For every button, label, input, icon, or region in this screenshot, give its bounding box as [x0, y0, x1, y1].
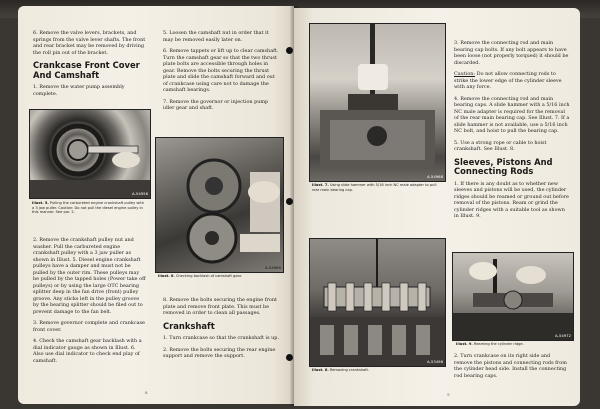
right-column-2 — [454, 40, 570, 225]
paragraph-water-pump: 1. Remove the water pump assembly complete. — [33, 84, 125, 97]
left-page — [18, 6, 294, 404]
caution-label: Caution: — [454, 71, 476, 77]
caution-text: Do not allow connecting rods to strike the lower edge of the cylinder sleeve with any force. — [454, 71, 562, 90]
illust-5-label: Illust. 5. — [32, 201, 49, 205]
heading-crankshaft: Crankshaft — [163, 320, 215, 331]
illust-9-label: Illust. 9. — [456, 342, 473, 346]
left-column-2 — [163, 30, 280, 117]
paragraph-governor-drive: 7. Remove the governor or injection pump idler gear and shaft. — [163, 98, 269, 111]
paragraph-loosen-nut: 5. Loosen the camshaft nut in order that it may be removed easily later on. — [163, 30, 269, 43]
illust-6-label: Illust. 6. — [158, 274, 175, 278]
paragraph-governor: 3. Remove governor complete and crankcase front cover. — [33, 320, 145, 333]
left-column-1 — [33, 30, 146, 102]
illust-9-caption — [456, 342, 572, 347]
paragraph-ridges: 1. If there is any doubt as to whether new sleeves and pistons will be used, the cylinder ridges should be reamed or ground out before removal of the pistons. Ream or grind the cylinder ridges with a suitable tool as shown in Illust. 9. — [454, 180, 569, 220]
right-column-2-lower — [454, 353, 570, 384]
paragraph-backlash: 4. Check the camshaft gear backlash with a dial indicator gauge as shown in Illust. 6. Also use dial indicator to check end play of camshaft. — [33, 338, 142, 364]
heading-sleeves-pistons: Sleeves, Pistons And Connecting Rods — [454, 156, 553, 177]
paragraph-turn-side: 2. Turn crankcase on its right side and remove the pistons and connecting rods from the cylinder head side. Install the connecting rod bearing caps. — [454, 353, 567, 379]
illust-8-label: Illust. 8. — [312, 368, 329, 372]
paragraph-valve-levers: 6. Remove the valve levers, brackets, and springs from the valve lever shafts. The front and rear bracket may be removed by driving the roll pin out of the bracket. — [33, 30, 146, 56]
right-page — [294, 8, 580, 406]
illust-7-label: Illust. 7. — [312, 183, 329, 187]
paragraph-caution — [454, 71, 570, 91]
illust-7-code: A-54968 — [427, 174, 443, 179]
page-number-right: 9 — [447, 392, 450, 397]
left-column-1-lower — [33, 237, 146, 369]
illust-6-caption — [158, 274, 282, 279]
paragraph-hoist: 5. Use a strong rope or cable to hoist crankshaft. See Illust. 8. — [454, 139, 547, 152]
paragraph-turn-crankcase: 1. Turn crankcase so that the crankshaft is up. — [163, 335, 279, 342]
puller-drawing — [30, 110, 150, 198]
paragraph-rear-support: 2. Remove the bolts securing the rear engine support and remove the support. — [163, 346, 276, 360]
crankshaft-drawing — [310, 239, 445, 366]
illust-6-photo — [155, 137, 284, 273]
illust-8-caption-text: Removing crankshaft. — [329, 368, 370, 372]
left-column-2-lower — [163, 297, 280, 365]
illust-6-caption-text: Checking backlash of camshaft gear. — [175, 274, 243, 278]
binding-hole — [286, 198, 293, 205]
illust-5-caption — [32, 201, 147, 215]
page-number-left: 8 — [145, 390, 148, 395]
paragraph-front-plate: 8. Remove the bolts securing the engine front plate and remove front plate. This must be removed in order to clean all passages. — [163, 297, 277, 316]
illust-7-caption-text: Using slide hammer with 5/16 inch NC male adapter to pull rear main bearing cap. — [312, 183, 437, 192]
illust-8-caption — [312, 368, 444, 373]
illust-5-photo — [29, 109, 151, 199]
illust-9-photo — [452, 252, 574, 341]
heading-front-cover: Crankcase Front Cover And Camshaft — [33, 60, 140, 80]
paragraph-tappets: 6. Remove tappets or lift up to clear camshaft. Turn the camshaft gear so that the two thrust plate bolts are accessible through holes in gear. Remove the bolts securing the thrust plate and slide the camshaft forward and out of crankcase using care not to damage the camshaft bearings. — [163, 48, 279, 93]
ridge-reamer-drawing — [453, 253, 573, 340]
camshaft-gear-drawing — [156, 138, 283, 272]
illust-9-caption-text: Reaming the cylinder ridge. — [473, 342, 524, 346]
illust-9-code: A-54972 — [555, 333, 571, 338]
illust-6-code: A-54960 — [265, 265, 281, 270]
paragraph-pulley: 2. Remove the crankshaft pulley nut and washer. Pull the carbureted engine crankshaft pulley with a 3 jaw puller as shown in Illust. 5. Diesel engine crankshaft pulleys have a damper and must not be pulled by the outer rim. These pulleys may be pulled by the tapped holes (Power take off pulleys) or by using the large OTC bearing splitter deep in the fan drive (front) pulley groove. Any sticks left in the pulley groove by the bearing splitter should be filed out to prevent damage to the fan belt. — [33, 237, 146, 315]
paragraph-slide-hammer: 4. Remove the connecting rod and main bearing caps. A slide hammer with a 5/16 inch NC male adapter is required for the removal of the rear main bearing cap. See Illust. 7. If a slide hammer is not available, use a 5/16 inch NC bolt, and hoist to pull the bearing cap. — [454, 95, 570, 134]
binding-hole — [286, 47, 293, 54]
illust-8-code: A-53498 — [427, 359, 443, 364]
illust-7-caption — [312, 183, 444, 192]
slide-hammer-drawing — [310, 24, 445, 181]
illust-7-photo — [309, 23, 446, 182]
illust-8-photo — [309, 238, 446, 367]
binding-hole — [286, 354, 293, 361]
illust-5-caption-text: Pulling the carbureted engine crankshaft pulley with a 3 jaw puller. Caution: Do not pull the diesel engine pulley in this manner. See par. 2. — [32, 201, 145, 215]
paragraph-cap-bolts: 3. Remove the connecting rod and main bearing cap bolts. If any bolt appears to have been loose (not properly torqued) it should be discarded. — [454, 40, 569, 66]
illust-5-code: A-54956 — [132, 191, 148, 196]
